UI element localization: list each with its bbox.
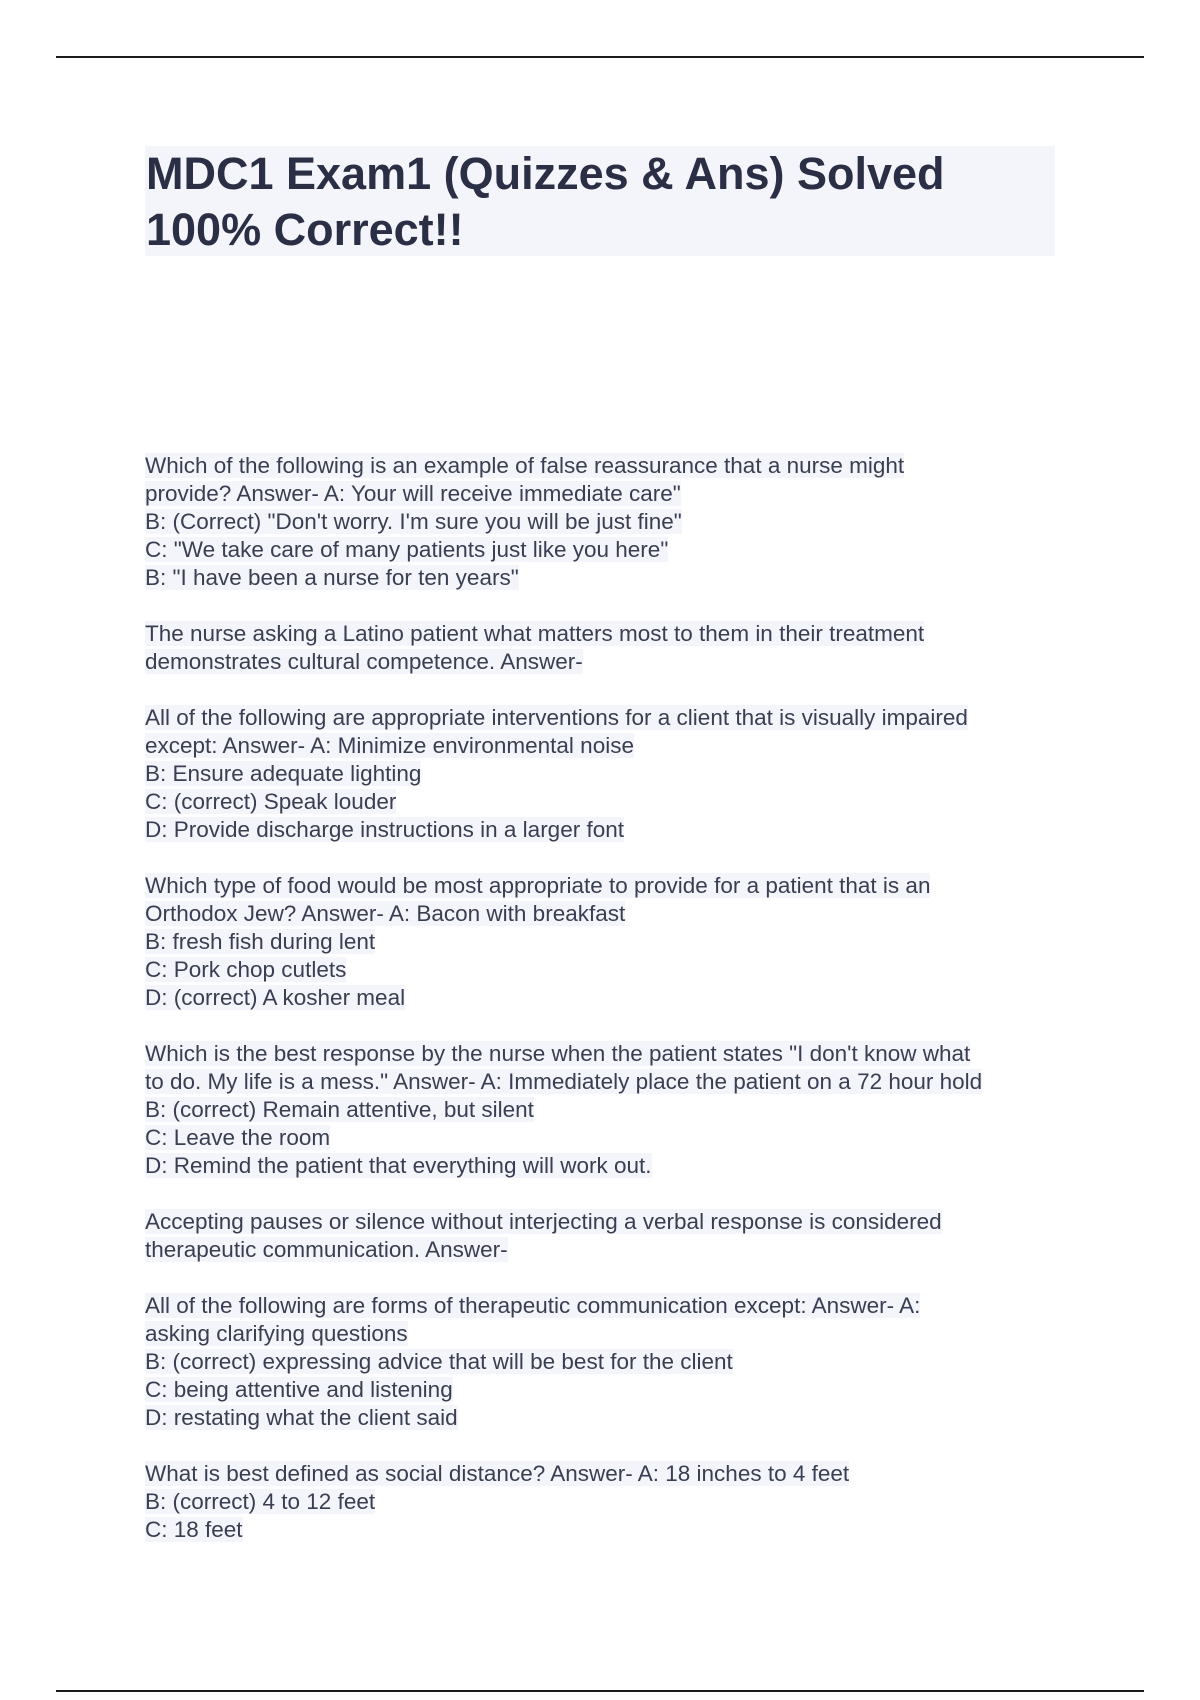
question-block [145, 452, 1105, 592]
text-line: provide? Answer- A: Your will receive immediate care" [145, 481, 681, 506]
text-line: C: Leave the room [145, 1125, 331, 1150]
question-list [145, 452, 1105, 1572]
text-line: C: 18 feet [145, 1517, 243, 1542]
text-line: therapeutic communication. Answer- [145, 1237, 508, 1262]
text-line: C: being attentive and listening [145, 1377, 453, 1402]
question-block [145, 872, 1105, 1012]
text-line: Accepting pauses or silence without interjecting a verbal response is considered [145, 1209, 942, 1234]
title-block [145, 146, 1055, 256]
footer-rule [56, 1690, 1144, 1692]
document-title [145, 146, 1055, 258]
text-line: B: (Correct) "Don't worry. I'm sure you will be just fine" [145, 509, 682, 534]
text-line: B: "I have been a nurse for ten years" [145, 565, 519, 590]
text-line: C: Pork chop cutlets [145, 957, 347, 982]
question-block [145, 1460, 1105, 1544]
text-line: B: Ensure adequate lighting [145, 761, 422, 786]
question-block [145, 704, 1105, 844]
text-line: The nurse asking a Latino patient what matters most to them in their treatment [145, 621, 925, 646]
text-line: C: (correct) Speak louder [145, 789, 397, 814]
text-line: asking clarifying questions [145, 1321, 408, 1346]
text-line: to do. My life is a mess." Answer- A: Immediately place the patient on a 72 hour hold [145, 1069, 983, 1094]
text-line: D: (correct) A kosher meal [145, 985, 406, 1010]
question-block [145, 620, 1105, 676]
text-line: Which type of food would be most appropriate to provide for a patient that is an [145, 873, 931, 898]
title-line: 100% Correct!! [146, 204, 464, 255]
text-line: Orthodox Jew? Answer- A: Bacon with breakfast [145, 901, 626, 926]
title-line: MDC1 Exam1 (Quizzes & Ans) Solved [146, 148, 945, 199]
text-line: D: restating what the client said [145, 1405, 458, 1430]
text-line: All of the following are appropriate interventions for a client that is visually impaired [145, 705, 968, 730]
question-block [145, 1040, 1105, 1180]
text-line: Which is the best response by the nurse when the patient states "I don't know what [145, 1041, 971, 1066]
question-block [145, 1292, 1105, 1432]
text-line: C: "We take care of many patients just like you here" [145, 537, 669, 562]
text-line: B: (correct) Remain attentive, but silent [145, 1097, 534, 1122]
text-line: B: fresh fish during lent [145, 929, 376, 954]
text-line: D: Remind the patient that everything will work out. [145, 1153, 652, 1178]
question-block [145, 1208, 1105, 1264]
text-line: except: Answer- A: Minimize environmental noise [145, 733, 634, 758]
text-line: All of the following are forms of therapeutic communication except: Answer- A: [145, 1293, 921, 1318]
text-line: B: (correct) 4 to 12 feet [145, 1489, 376, 1514]
text-line: D: Provide discharge instructions in a larger font [145, 817, 624, 842]
text-line: Which of the following is an example of false reassurance that a nurse might [145, 453, 905, 478]
header-rule [56, 56, 1144, 58]
text-line: B: (correct) expressing advice that will be best for the client [145, 1349, 733, 1374]
text-line: What is best defined as social distance? Answer- A: 18 inches to 4 feet [145, 1461, 850, 1486]
text-line: demonstrates cultural competence. Answer- [145, 649, 583, 674]
